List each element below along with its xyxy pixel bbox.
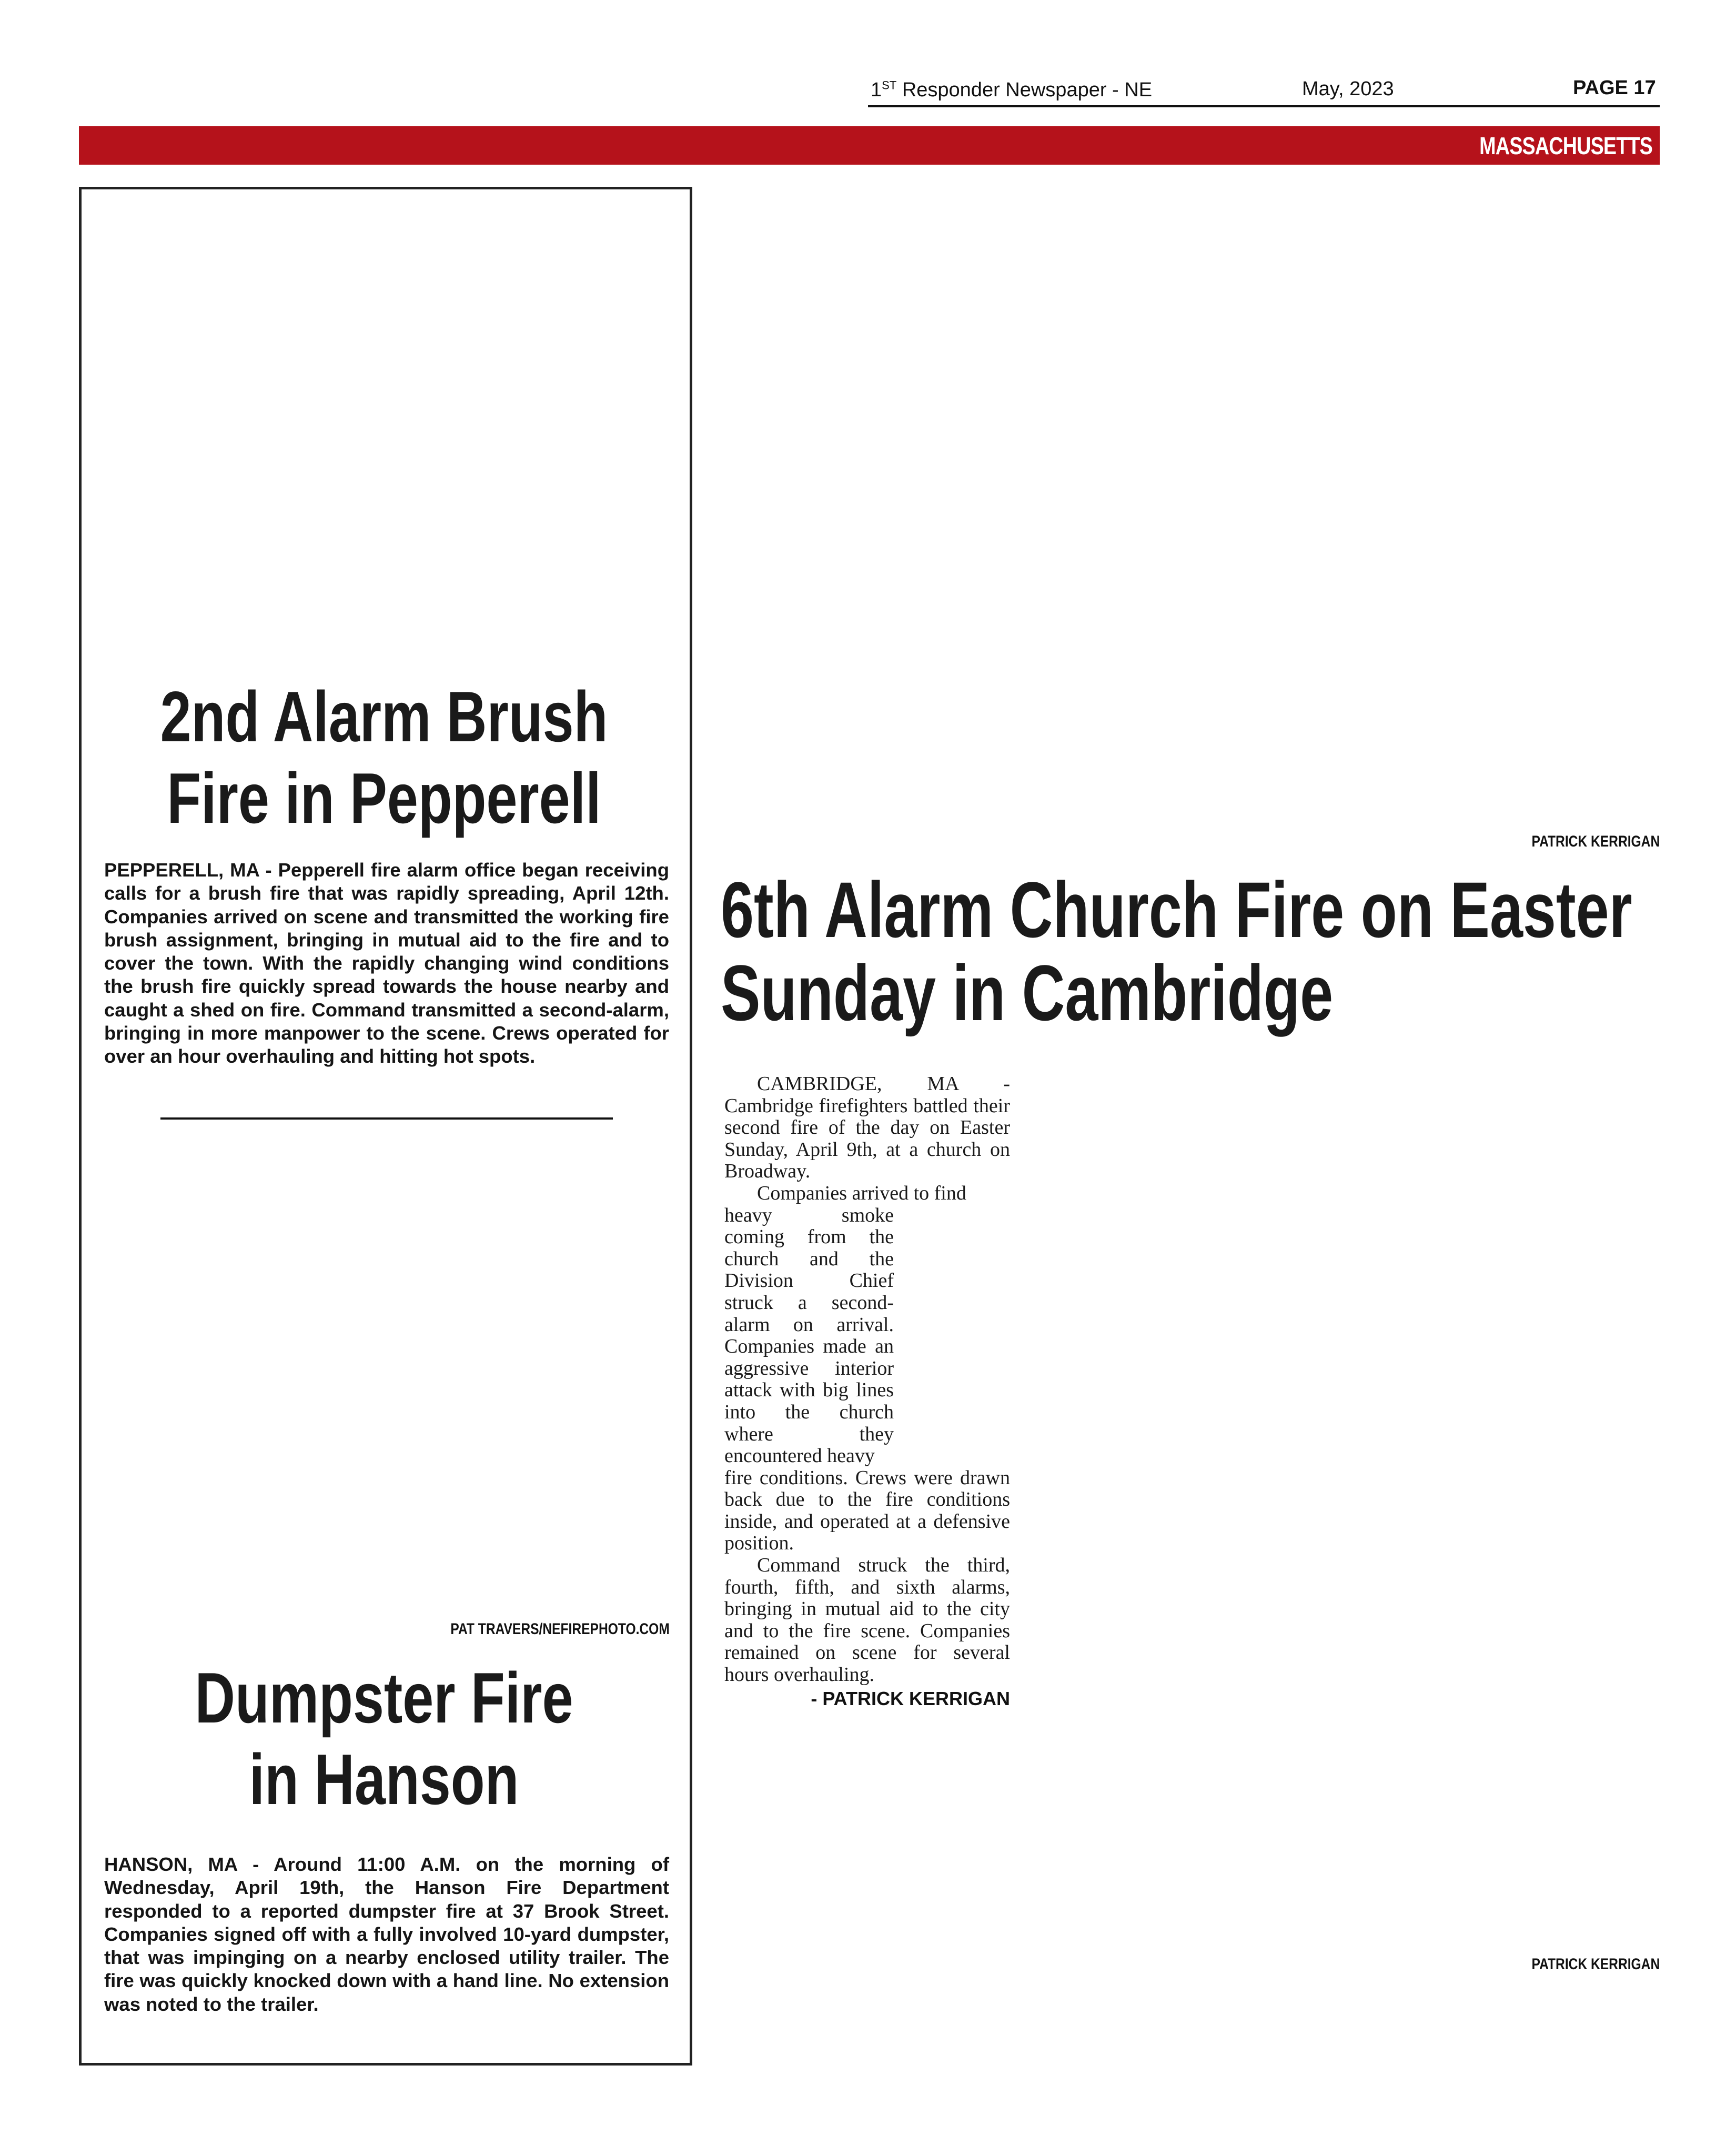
masthead-rule (868, 105, 1660, 107)
cambridge-headline (721, 865, 1632, 1037)
hanson-headline-line1: Dumpster Fire (195, 1658, 573, 1738)
section-banner (79, 126, 1660, 165)
pepperell-article-body: PEPPERELL, MA - Pepperell fire alarm office began receiving calls for a brush fire that was rapidly spreading, April 12th. Companies arrived on scene and transmitted the working fire brush assignment, bringing in mutual aid to the fire and to cover the town. With the rapidly changing wind conditions the brush fire quickly spread towards the house nearby and caught a shed on fire. Command transmitted a second-alarm, bringing in more manpower to the scene. Crews operated for over an hour overhauling and hitting hot spots. (104, 859, 669, 1067)
issue-date: May, 2023 (1302, 78, 1394, 100)
cambridge-byline: - PATRICK KERRIGAN (811, 1688, 1010, 1709)
page-number: PAGE 17 (1573, 77, 1656, 99)
hanson-headline (138, 1657, 630, 1820)
cambridge-headline-line2: Sunday in Cambridge (721, 949, 1334, 1037)
cambridge-photo-credit-top: PATRICK KERRIGAN (1531, 833, 1660, 850)
newspaper-name-text: Responder Newspaper - NE (902, 79, 1153, 101)
cambridge-headline-line1: 6th Alarm Church Fire on Easter (721, 865, 1632, 954)
newspaper-name (871, 79, 1152, 102)
hanson-photo-credit: PAT TRAVERS/NEFIREPHOTO.COM (450, 1620, 670, 1638)
cambridge-photo-credit-bottom: PATRICK KERRIGAN (1531, 1956, 1660, 1973)
section-label: MASSACHUSETTS (1479, 132, 1652, 159)
pepperell-headline-line2: Fire in Pepperell (167, 758, 601, 838)
cambridge-article-body (724, 1073, 1010, 1686)
cambridge-paragraph-3: Command struck the third, fourth, fifth, and sixth alarms, bringing in mutual aid to the city and to the fire scene. Companies remained on scene for several hours overhauling. (724, 1554, 1010, 1686)
hanson-article-body: HANSON, MA - Around 11:00 A.M. on the morning of Wednesday, April 19th, the Hanson Fire Department responded to a reported dumpster fire at 37 Brook Street. Companies signed off with a fully involved 10-yard dumpster, that was impinging on a nearby enclosed utility trailer. The fire was quickly knocked down with a hand line. No extension was noted to the trailer. (104, 1853, 669, 2015)
newspaper-name-number: 1 (871, 79, 882, 101)
cambridge-paragraph-2-end: fire conditions. Crews were drawn back due to the fire conditions inside, and operated at a defensive position. (724, 1466, 1010, 1555)
pepperell-headline-line1: 2nd Alarm Brush (160, 677, 608, 757)
cambridge-paragraph-1: CAMBRIDGE, MA - Cambridge firefighters battled their second fire of the day on Easter Sunday, April 9th, at a church on Broadway. (724, 1073, 1010, 1183)
article-divider (160, 1117, 613, 1120)
newspaper-name-superscript: ST (882, 78, 897, 92)
pepperell-headline (138, 676, 630, 839)
hanson-headline-line2: in Hanson (249, 1739, 519, 1819)
cambridge-paragraph-2-start: Companies arrived to find (757, 1182, 966, 1204)
cambridge-paragraph-2-wrap: heavy smoke coming from the church and the Division Chief struck a second-alarm on arrival. Companies made an aggressive interior attack with big lines into the church where they encountered heavy (724, 1204, 894, 1467)
